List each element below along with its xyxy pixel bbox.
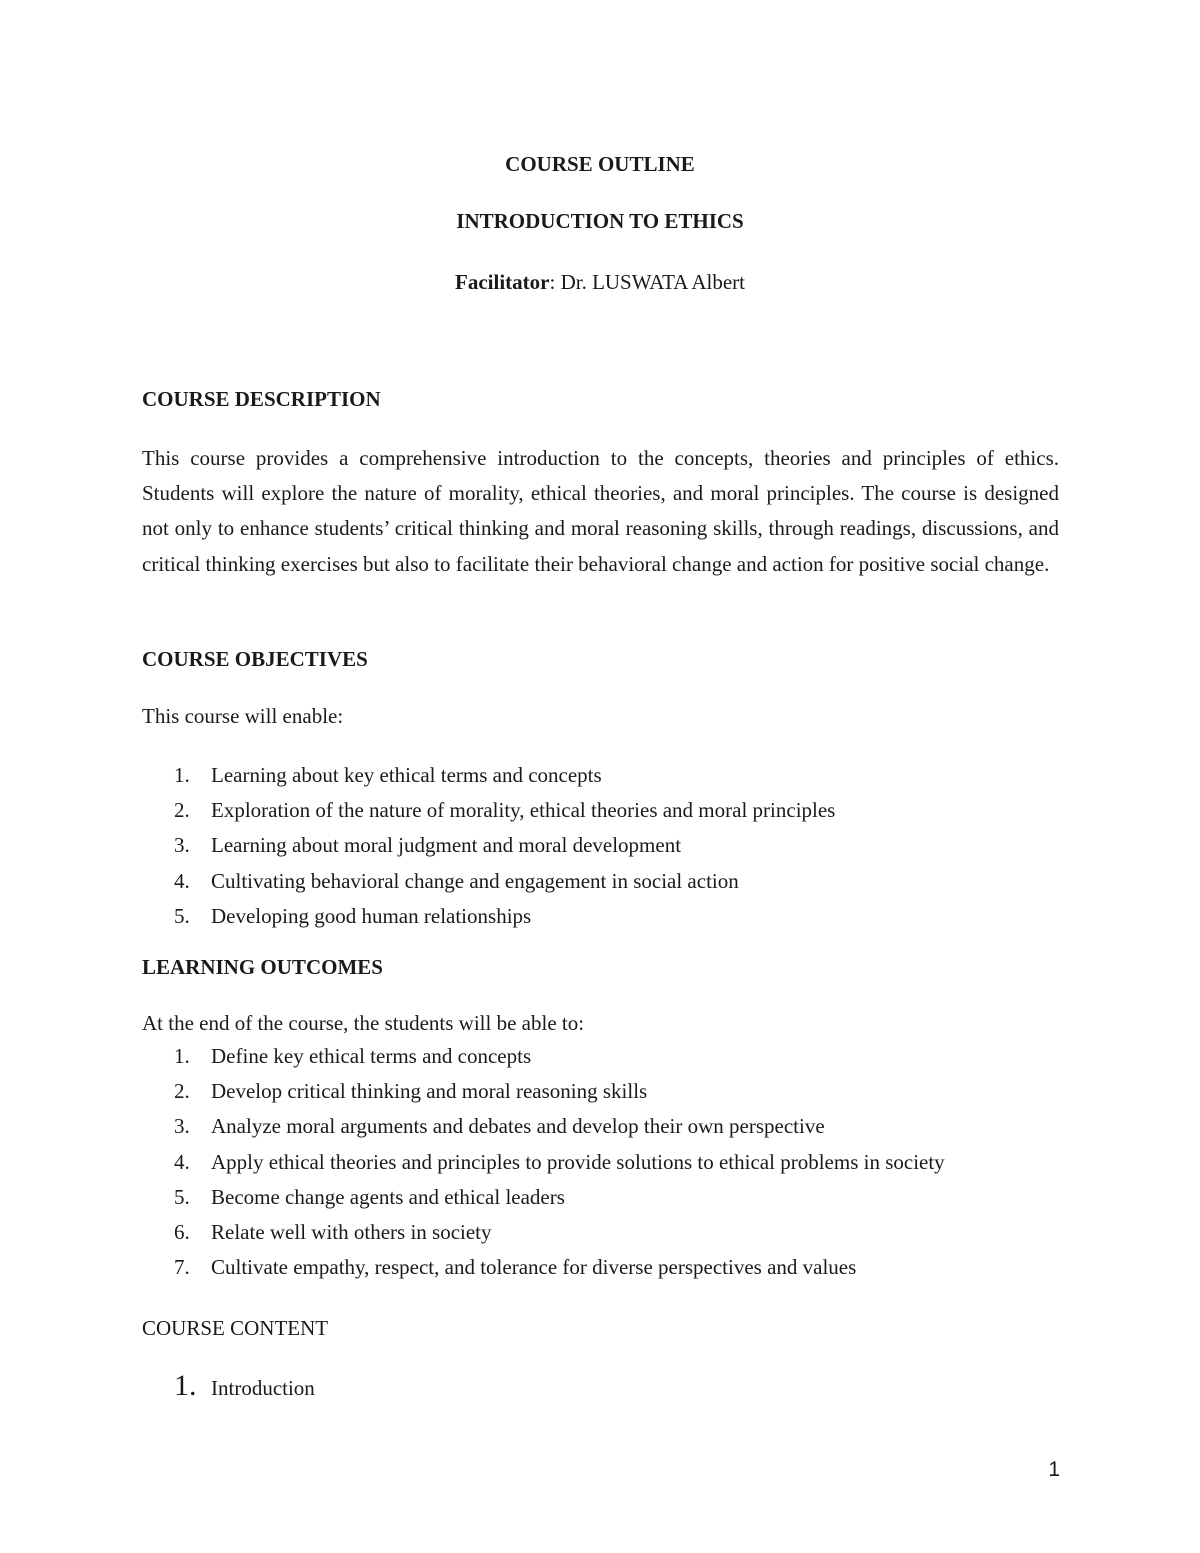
- list-item-label: Develop critical thinking and moral reasoning skills: [211, 1079, 648, 1104]
- content-item-label: Introduction: [211, 1376, 315, 1400]
- content-item-number: 1.: [174, 1369, 197, 1402]
- facilitator-name: : Dr. LUSWATA Albert: [549, 270, 745, 294]
- outcomes-intro: At the end of the course, the students will be able to:: [142, 1011, 585, 1035]
- course-description-heading: COURSE DESCRIPTION: [142, 387, 381, 411]
- list-item-number: 1.: [174, 1044, 190, 1068]
- page-number: 1: [1048, 1458, 1060, 1481]
- list-item-number: 6.: [174, 1219, 190, 1244]
- list-item-label: Cultivate empathy, respect, and tolerance for diverse perspectives and values: [211, 1255, 857, 1280]
- facilitator-line: [0, 270, 1200, 294]
- list-item-label: Exploration of the nature of morality, ethical theories and moral principles: [211, 798, 836, 823]
- course-name-title: INTRODUCTION TO ETHICS: [456, 209, 744, 233]
- list-item-label: Learning about key ethical terms and concepts: [211, 763, 602, 787]
- course-objectives-heading: COURSE OBJECTIVES: [142, 647, 368, 671]
- list-item-number: 5.: [174, 903, 190, 928]
- course-content-heading: COURSE CONTENT: [142, 1316, 329, 1340]
- list-item-label: Developing good human relationships: [211, 903, 532, 928]
- list-item-label: Cultivating behavioral change and engagement in social action: [211, 868, 739, 893]
- list-item-label: Become change agents and ethical leaders: [211, 1184, 565, 1209]
- list-item-label: Learning about moral judgment and moral development: [211, 833, 682, 858]
- list-item-number: 2.: [174, 1079, 190, 1104]
- list-item-label: Apply ethical theories and principles to provide solutions to ethical problems in society: [211, 1149, 945, 1174]
- learning-outcomes-heading: LEARNING OUTCOMES: [142, 955, 383, 979]
- list-item-label: Relate well with others in society: [211, 1219, 492, 1244]
- objectives-intro: This course will enable:: [142, 704, 344, 728]
- list-item-number: 3.: [174, 1114, 190, 1139]
- course-outline-title: COURSE OUTLINE: [505, 152, 695, 176]
- list-item-number: 5.: [174, 1184, 190, 1209]
- list-item-number: 3.: [174, 833, 190, 858]
- course-description-text: This course provides a comprehensive introduction to the concepts, theories and principles of ethics. Students will explore the nature of morality, ethical theories, and moral principles. The course is designed not only to enhance students’ critical thinking and moral reasoning skills, through readings, discussions, and critical thinking exercises but also to facilitate their behavioral change and action for positive social change.: [142, 446, 1059, 576]
- list-item-number: 1.: [174, 763, 190, 787]
- facilitator-label: Facilitator: [455, 270, 550, 294]
- list-item-number: 7.: [174, 1255, 190, 1280]
- list-item-label: Analyze moral arguments and debates and develop their own perspective: [211, 1114, 825, 1139]
- list-item-number: 2.: [174, 798, 190, 823]
- list-item-label: Define key ethical terms and concepts: [211, 1044, 532, 1068]
- list-item-number: 4.: [174, 1149, 190, 1174]
- list-item-number: 4.: [174, 868, 190, 893]
